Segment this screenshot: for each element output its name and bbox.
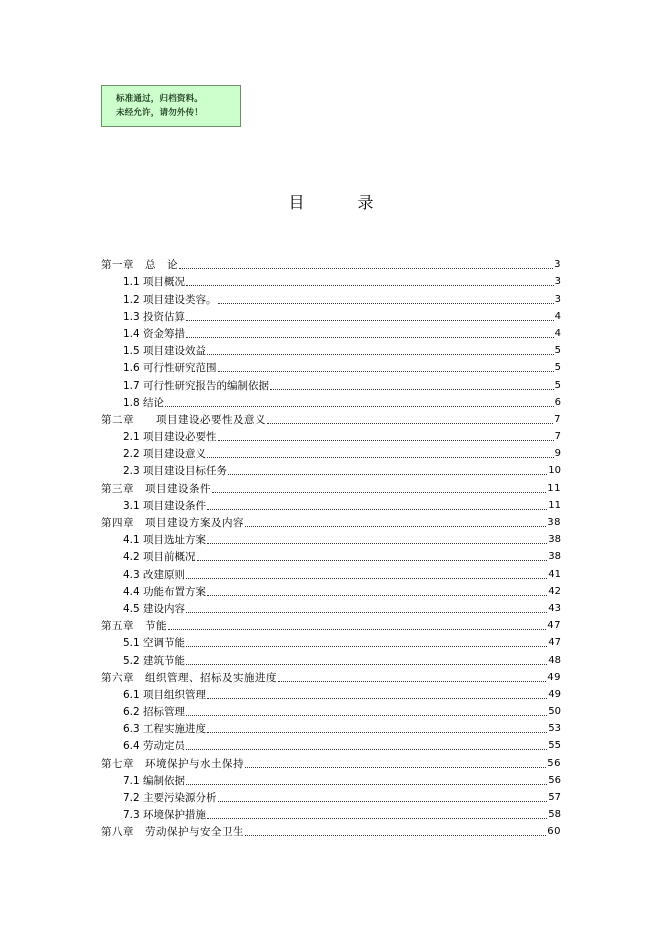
toc-page-number: 38 xyxy=(548,551,561,563)
dot-leader xyxy=(207,594,547,596)
toc-page-number: 49 xyxy=(548,688,561,700)
toc-page-number: 5 xyxy=(554,345,561,357)
toc-page-number: 49 xyxy=(547,671,561,683)
toc-section-row[interactable] xyxy=(101,357,561,374)
toc-section-row[interactable] xyxy=(101,632,561,649)
dot-leader xyxy=(186,336,554,338)
dot-leader xyxy=(245,766,546,768)
dot-leader xyxy=(207,697,547,699)
toc-page-number: 53 xyxy=(548,723,561,735)
dot-leader xyxy=(186,319,554,321)
dot-leader xyxy=(207,456,554,458)
toc-entry-label: 2.2 项目建设意义 xyxy=(123,448,207,461)
toc-entry-label: 第三章 项目建设条件 xyxy=(101,482,211,495)
dot-leader xyxy=(197,559,548,561)
toc-section-row[interactable] xyxy=(101,306,561,323)
toc-page-number: 5 xyxy=(554,379,561,391)
toc-page-number: 4 xyxy=(554,327,561,339)
toc-page-number: 56 xyxy=(547,757,561,769)
toc-section-row[interactable] xyxy=(101,460,561,477)
toc-page-number: 6 xyxy=(554,396,561,408)
toc-entry-label: 5.1 空调节能 xyxy=(123,637,186,650)
toc-page-number: 38 xyxy=(547,517,561,528)
toc-entry-label: 4.3 改建原则 xyxy=(123,568,186,581)
dot-leader xyxy=(228,473,547,475)
toc-page-number: 48 xyxy=(548,654,561,666)
dot-leader xyxy=(270,388,554,390)
dot-leader xyxy=(245,834,546,836)
dot-leader xyxy=(186,783,547,785)
toc-page-number: 11 xyxy=(548,499,561,511)
toc-entry-label: 1.2 项目建设类容。 xyxy=(123,293,217,306)
toc-page-number: 55 xyxy=(548,740,561,752)
toc-page-number: 11 xyxy=(547,482,561,494)
toc-entry-label: 5.2 建筑节能 xyxy=(123,654,186,667)
toc-entry-label: 6.2 招标管理 xyxy=(123,706,186,719)
toc-section-row[interactable] xyxy=(101,340,561,357)
toc-page-number: 42 xyxy=(548,585,561,597)
toc-page-number: 7 xyxy=(554,413,561,425)
toc-entry-label: 6.4 劳动定员 xyxy=(123,740,186,753)
toc-entry-label: 1.1 项目概况 xyxy=(123,276,186,289)
toc-entry-label: 7.1 编制依据 xyxy=(123,774,186,787)
toc-page-number: 3 xyxy=(554,293,561,305)
toc-entry-label: 第六章 组织管理、招标及实施进度 xyxy=(101,671,277,684)
toc-section-row[interactable] xyxy=(101,288,561,305)
toc-entry-label: 4.5 建设内容 xyxy=(123,602,186,615)
dot-leader xyxy=(207,731,547,733)
dot-leader xyxy=(267,422,553,424)
toc-chapter-row[interactable] xyxy=(101,752,561,769)
toc-section-row[interactable] xyxy=(101,770,561,787)
toc-chapter-row[interactable] xyxy=(101,821,561,838)
stamp-line-2: 未经允许，请勿外传！ xyxy=(116,108,204,118)
toc-chapter-row[interactable] xyxy=(101,254,561,271)
toc-page-number: 56 xyxy=(548,774,561,786)
toc-page-number: 3 xyxy=(554,276,561,288)
dot-leader xyxy=(207,542,547,544)
toc-page-number: 9 xyxy=(554,448,561,460)
toc-page-number: 4 xyxy=(554,310,561,322)
toc-page-number: 5 xyxy=(554,362,561,374)
dot-leader xyxy=(165,405,554,407)
toc-page-number: 58 xyxy=(548,809,561,821)
toc-entry-label: 1.7 可行性研究报告的编制依据 xyxy=(123,379,270,392)
toc-section-row[interactable] xyxy=(101,529,561,546)
toc-entry-label: 4.1 项目选址方案 xyxy=(123,534,207,547)
toc-page-number: 10 xyxy=(548,465,561,477)
toc-entry-label: 2.3 项目建设目标任务 xyxy=(123,465,228,478)
toc-page-number: 7 xyxy=(554,431,561,443)
dot-leader xyxy=(179,267,553,269)
dot-leader xyxy=(186,577,547,579)
toc-page-number: 57 xyxy=(548,792,561,803)
dot-leader xyxy=(218,439,554,441)
dot-leader xyxy=(207,353,554,355)
toc-entry-label: 1.3 投资估算 xyxy=(123,310,186,323)
toc-entry-label: 第五章 节能 xyxy=(101,620,167,633)
toc-page-number: 3 xyxy=(554,259,561,271)
dot-leader xyxy=(245,525,546,527)
toc-entry-label: 7.3 环境保护措施 xyxy=(123,809,207,822)
dot-leader xyxy=(186,645,547,647)
toc-section-row[interactable] xyxy=(101,546,561,563)
toc-page-number: 38 xyxy=(548,534,561,546)
toc-chapter-row[interactable] xyxy=(101,409,561,426)
toc-entry-label: 7.2 主要污染源分析 xyxy=(123,792,217,804)
toc-section-row[interactable] xyxy=(101,392,561,409)
toc-entry-label: 第八章 劳动保护与安全卫生 xyxy=(101,826,244,839)
toc-chapter-row[interactable] xyxy=(101,512,561,529)
toc-section-row[interactable] xyxy=(101,684,561,701)
toc-section-row[interactable] xyxy=(101,649,561,666)
toc-chapter-row[interactable] xyxy=(101,667,561,684)
dot-leader xyxy=(207,508,547,510)
toc-section-row[interactable] xyxy=(101,581,561,598)
toc-page-number: 50 xyxy=(548,706,561,718)
toc-chapter-row[interactable] xyxy=(101,477,561,494)
toc-entry-label: 1.8 结论 xyxy=(123,396,165,409)
toc-chapter-row[interactable] xyxy=(101,615,561,632)
dot-leader xyxy=(186,748,547,750)
toc-section-row[interactable] xyxy=(101,271,561,288)
toc-section-row[interactable] xyxy=(101,598,561,615)
toc-entry-label: 1.5 项目建设效益 xyxy=(123,345,207,358)
toc-entry-label: 第二章 项目建设必要性及意义 xyxy=(101,413,266,426)
page-title: 目 录 xyxy=(288,193,398,212)
toc-entry-label: 4.2 项目前概况 xyxy=(123,551,196,564)
toc-section-row[interactable] xyxy=(101,426,561,443)
dot-leader xyxy=(278,680,546,682)
toc-entry-label: 1.4 资金筹措 xyxy=(123,327,186,340)
toc-entry-label: 4.4 功能布置方案 xyxy=(123,585,207,598)
stamp-line-1: 标准通过，归档资料。 xyxy=(116,94,204,104)
toc-entry-label: 1.6 可行性研究范围 xyxy=(123,362,217,375)
dot-leader xyxy=(218,370,554,372)
toc-section-row[interactable] xyxy=(101,495,561,512)
toc-page-number: 41 xyxy=(548,568,561,580)
toc-page-number: 47 xyxy=(547,620,561,632)
toc-entry-label: 第七章 环境保护与水土保持 xyxy=(101,757,244,770)
confidential-stamp xyxy=(101,85,241,127)
dot-leader xyxy=(212,491,546,493)
toc-section-row[interactable] xyxy=(101,735,561,752)
dot-leader xyxy=(186,663,547,665)
toc-entry-label: 2.1 项目建设必要性 xyxy=(123,431,217,444)
toc-section-row[interactable] xyxy=(101,787,561,804)
dot-leader xyxy=(186,284,554,286)
dot-leader xyxy=(218,800,548,802)
toc-section-row[interactable] xyxy=(101,718,561,735)
toc-page-number: 60 xyxy=(547,826,561,838)
toc-page-number: 47 xyxy=(548,637,561,649)
dot-leader xyxy=(168,628,546,630)
dot-leader xyxy=(207,817,547,819)
toc-section-row[interactable] xyxy=(101,443,561,460)
toc-entry-label: 6.3 工程实施进度 xyxy=(123,723,207,736)
toc-entry-label: 第一章 总 论 xyxy=(101,259,178,272)
toc-entry-label: 3.1 项目建设条件 xyxy=(123,499,207,512)
toc-section-row[interactable] xyxy=(101,701,561,718)
toc-section-row[interactable] xyxy=(101,323,561,340)
toc-section-row[interactable] xyxy=(101,804,561,821)
dot-leader xyxy=(218,302,554,304)
toc-section-row[interactable] xyxy=(101,374,561,391)
toc-section-row[interactable] xyxy=(101,563,561,580)
toc-page-number: 43 xyxy=(548,602,561,614)
table-of-contents xyxy=(101,254,561,838)
toc-entry-label: 第四章 项目建设方案及内容 xyxy=(101,517,244,529)
toc-entry-label: 6.1 项目组织管理 xyxy=(123,688,207,701)
dot-leader xyxy=(186,714,547,716)
dot-leader xyxy=(186,611,547,613)
